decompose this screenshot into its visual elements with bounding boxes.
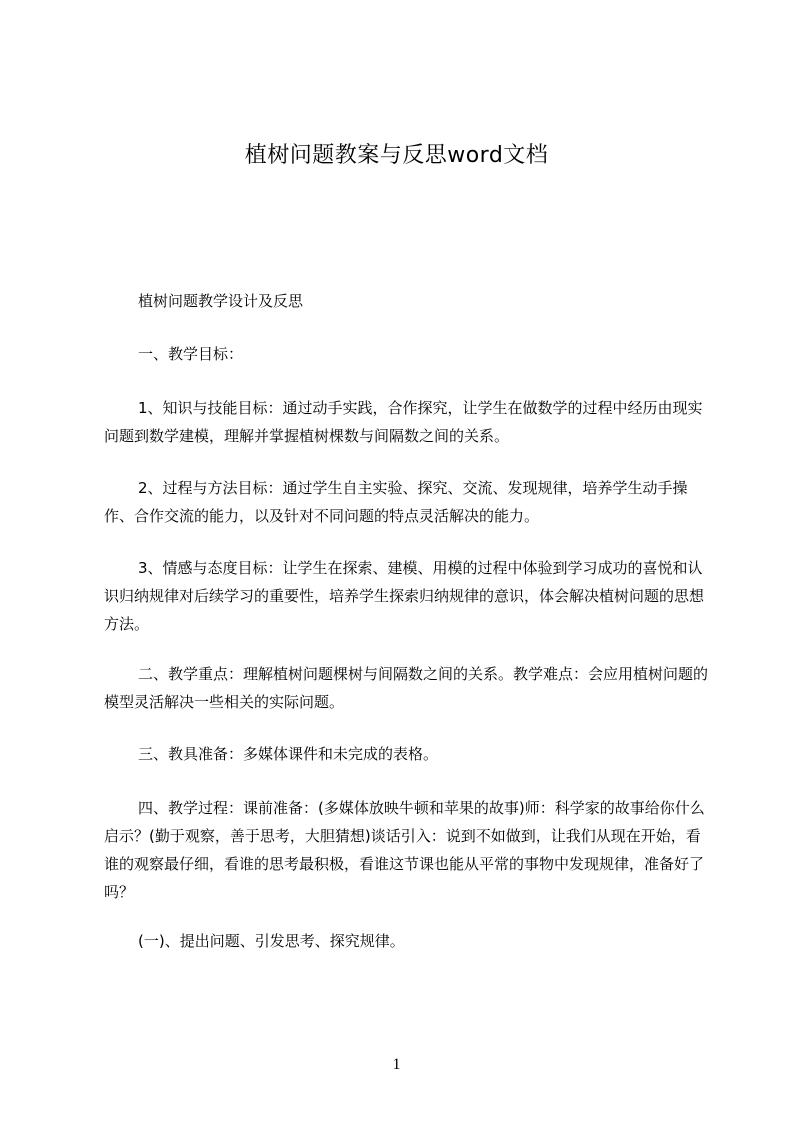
paragraph-step-1: (一)、提出问题、引发思考、探究规律。 — [138, 932, 405, 950]
paragraph-section-objectives: 一、教学目标： — [138, 345, 244, 363]
paragraph-key-points: 二、教学重点：理解植树问题棵树与间隔数之间的关系。教学难点：会应用植树问题的模型灵活解决一些相关的实际问题。 — [104, 665, 709, 711]
paragraph-process: 四、教学过程：课前准备：(多媒体放映牛顿和苹果的故事)师：科学家的故事给你什么启示？(勤于观察，善于思考，大胆猜想)谈话引入：说到不如做到，让我们从现在开始，看谁的观察最仔细，看谁的思考最积极，看谁这节课也能从平常的事物中发现规律，准备好了吗？ — [104, 799, 705, 901]
paragraph-objective-2: 2、过程与方法目标：通过学生自主实验、探究、交流、发现规律，培养学生动手操作、合作交流的能力，以及针对不同问题的特点灵活解决的能力。 — [104, 479, 688, 525]
paragraph-objective-1: 1、知识与技能目标：通过动手实践，合作探究，让学生在做数学的过程中经历由现实问题到数学建模，理解并掌握植树棵数与间隔数之间的关系。 — [104, 399, 703, 445]
paragraph-objective-3: 3、情感与态度目标：让学生在探索、建模、用模的过程中体验到学习成功的喜悦和认识归纳规律对后续学习的重要性，培养学生探索归纳规律的意识，体会解决植树问题的思想方法。 — [104, 559, 705, 633]
paragraph-subtitle: 植树问题教学设计及反思 — [138, 292, 304, 310]
document-title: 植树问题教案与反思word文档 — [244, 143, 549, 168]
paragraph-materials: 三、教具准备：多媒体课件和未完成的表格。 — [138, 745, 439, 763]
page-number: 1 — [392, 1056, 401, 1073]
